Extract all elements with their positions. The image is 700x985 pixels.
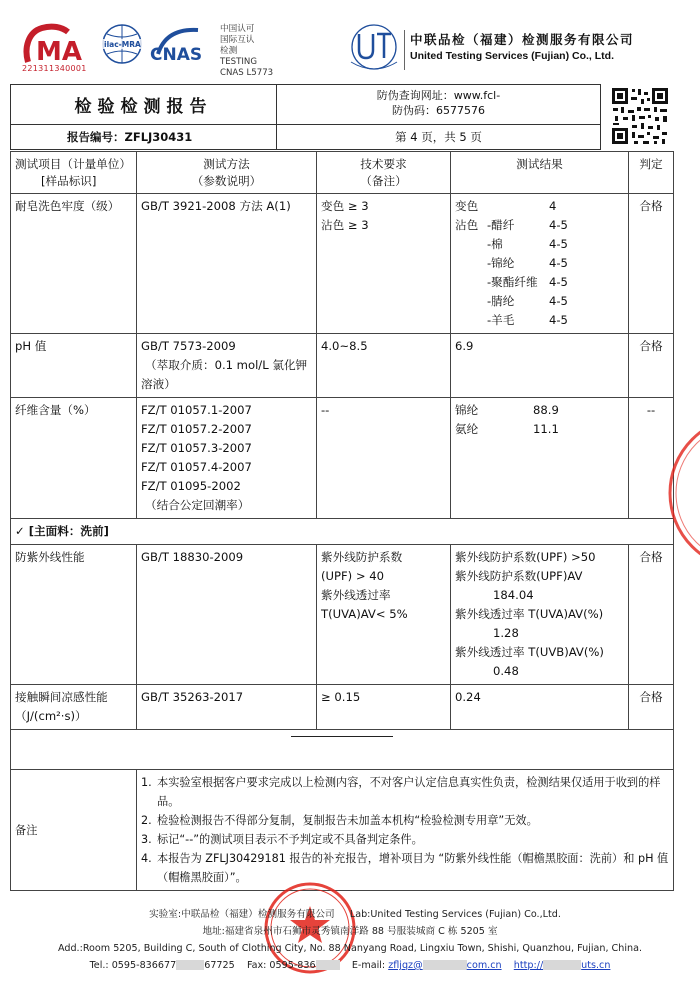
cma-logo-icon bbox=[22, 22, 92, 70]
svg-text:CNAS: CNAS bbox=[150, 45, 203, 65]
stain-value: 4-5 bbox=[549, 275, 568, 289]
verdict-cell: 合格 bbox=[629, 194, 674, 334]
redaction-mask bbox=[316, 960, 340, 970]
note-text: 本报告为 ZFLJ30429181 报告的补充报告，增补项目为 “防紫外线性能（帽檐黑胶面：洗前）和 pH 值（帽檐黑胶面）”。 bbox=[157, 852, 669, 884]
footer-tel-tail: 67725 bbox=[204, 960, 235, 971]
footer-address-en: Add.:Room 5205, Building C, South of Clothing City, No. 88 Nanyang Road, Lingxiu Town, Shishi, Quanzhou, Fujian, China. bbox=[57, 943, 643, 954]
svg-text:MA: MA bbox=[36, 37, 82, 67]
note-text: 标记“--”的测试项目表示不予判定或不具备判定条件。 bbox=[157, 833, 423, 846]
report-title-text: 检验检测报告 bbox=[74, 97, 213, 117]
note-item: 1. 本实验室根据客户要求完成以上检测内容，不对客户认定信息真实性负责，检测结果仅适用于收到的样品。 bbox=[141, 773, 669, 811]
side-seal-stamp-icon bbox=[668, 408, 700, 578]
page-indicator: 第 4 页，共 5 页 bbox=[395, 130, 482, 144]
requirement-line: 变色 ≥ 3 bbox=[321, 199, 369, 213]
requirement-cell bbox=[317, 194, 451, 334]
table-header-row bbox=[11, 152, 674, 194]
table-row bbox=[11, 194, 674, 334]
anti-counterfeit-info bbox=[277, 85, 600, 125]
requirement-cell: 4.0~8.5 bbox=[317, 334, 451, 398]
method-line: FZ/T 01057.3-2007 bbox=[141, 441, 252, 455]
method-line: （萃取介质：0.1 mol/L 氯化钾 bbox=[145, 358, 308, 372]
item-line: （J/(cm²·s)） bbox=[15, 709, 87, 723]
item-line: 接触瞬间凉感性能 bbox=[15, 690, 108, 704]
notes-cell bbox=[137, 770, 674, 891]
method-line: FZ/T 01057.4-2007 bbox=[141, 460, 252, 474]
stain-value: 4-5 bbox=[549, 294, 568, 308]
requirement-line: 紫外线防护系数 bbox=[321, 550, 403, 564]
cnas-text-line: 检测 bbox=[220, 46, 238, 56]
method-line: FZ/T 01057.2-2007 bbox=[141, 422, 252, 436]
requirement-line: 沾色 ≥ 3 bbox=[321, 218, 369, 232]
uts-logo-icon bbox=[345, 22, 403, 76]
header-verdict: 判定 bbox=[629, 152, 674, 194]
notes-label: 备注 bbox=[11, 770, 137, 891]
stain-value: 4-5 bbox=[549, 237, 568, 251]
result-cell bbox=[451, 194, 629, 334]
result-cell: 6.9 bbox=[451, 334, 629, 398]
section-row bbox=[11, 519, 674, 545]
stain-fiber: -聚酯纤维 bbox=[487, 275, 538, 289]
result-line: 紫外线透过率 T(UVA)AV(%) bbox=[455, 607, 604, 621]
result-label: 变色 bbox=[455, 199, 479, 213]
header-requirement bbox=[317, 152, 451, 194]
footer-website-tail[interactable]: uts.cn bbox=[581, 960, 611, 971]
report-number: 报告编号：ZFLJ30431 bbox=[11, 125, 277, 149]
footer-website-link[interactable]: http:// bbox=[513, 960, 544, 971]
stain-fiber: -羊毛 bbox=[487, 313, 515, 327]
result-cell: 0.24 bbox=[451, 685, 629, 730]
report-title-block bbox=[10, 84, 601, 150]
report-title bbox=[11, 85, 277, 125]
verdict-cell: 合格 bbox=[629, 545, 674, 685]
item-cell: 纤维含量（%） bbox=[11, 398, 137, 519]
end-marker-row bbox=[11, 730, 674, 770]
table-row bbox=[11, 334, 674, 398]
result-value: 0.48 bbox=[493, 664, 519, 678]
fiber-name: 锦纶 bbox=[455, 403, 479, 417]
cma-code: 221311340001 bbox=[22, 64, 87, 73]
stain-fiber: -腈纶 bbox=[487, 294, 515, 308]
result-line bbox=[455, 273, 624, 292]
notes-row bbox=[11, 770, 674, 891]
header-requirement-line: 技术要求 bbox=[360, 157, 407, 171]
header-method-line: （参数说明） bbox=[191, 174, 262, 188]
qr-code-icon[interactable] bbox=[610, 86, 670, 146]
result-line bbox=[455, 420, 624, 439]
footer-lab-line bbox=[0, 906, 700, 923]
requirement-cell: ≥ 0.15 bbox=[317, 685, 451, 730]
item-cell: 防紫外线性能 bbox=[11, 545, 137, 685]
fiber-value: 11.1 bbox=[533, 422, 559, 436]
lab-name-cn: 实验室:中联品检（福建）检测服务有限公司 bbox=[149, 909, 335, 920]
result-label: 沾色 bbox=[455, 218, 479, 232]
stain-fiber: -醋纤 bbox=[487, 218, 515, 232]
result-line bbox=[455, 254, 624, 273]
report-footer bbox=[0, 906, 700, 974]
result-line bbox=[455, 216, 624, 235]
test-results-table bbox=[10, 151, 674, 891]
item-cell bbox=[11, 685, 137, 730]
stain-fiber: -锦纶 bbox=[487, 256, 515, 270]
footer-contact-line bbox=[0, 957, 700, 974]
result-line bbox=[455, 197, 624, 216]
stain-value: 4-5 bbox=[549, 218, 568, 232]
logo-divider bbox=[404, 30, 405, 70]
note-text: 本实验室根据客户要求完成以上检测内容，不对客户认定信息真实性负责，检测结果仅适用于收到的样品。 bbox=[157, 776, 661, 808]
verify-code: 防伪码：6577576 bbox=[392, 104, 485, 117]
stain-value: 4-5 bbox=[549, 256, 568, 270]
footer-fax: Fax: 0595-836 bbox=[246, 960, 316, 971]
footer-email-label: E-mail: bbox=[351, 960, 389, 971]
method-cell: GB/T 35263-2017 bbox=[137, 685, 317, 730]
result-line bbox=[455, 401, 624, 420]
company-name-en: United Testing Services (Fujian) Co., Ltd. bbox=[410, 50, 614, 62]
report-header bbox=[0, 0, 700, 84]
method-cell bbox=[137, 334, 317, 398]
table-row bbox=[11, 685, 674, 730]
fiber-value: 88.9 bbox=[533, 403, 559, 417]
header-item bbox=[11, 152, 137, 194]
verdict-cell: -- bbox=[629, 398, 674, 519]
header-item-line: [样品标识] bbox=[41, 174, 97, 188]
verdict-cell: 合格 bbox=[629, 334, 674, 398]
header-method-line: 测试方法 bbox=[203, 157, 250, 171]
requirement-cell: -- bbox=[317, 398, 451, 519]
cnas-text-line: 国际互认 bbox=[220, 35, 255, 45]
method-line: 溶液） bbox=[141, 377, 176, 391]
cnas-logo-icon bbox=[148, 22, 214, 72]
ilac-mra-logo-icon bbox=[94, 22, 150, 66]
result-value: 1.28 bbox=[493, 626, 519, 640]
method-line: FZ/T 01095-2002 bbox=[141, 479, 241, 493]
result-value: 184.04 bbox=[493, 588, 534, 602]
result-line: 紫外线防护系数(UPF)AV bbox=[455, 569, 583, 583]
redaction-mask bbox=[543, 960, 581, 970]
footer-address-cn: 地址:福建省泉州市石狮市灵秀镇南洋路 88 号服装城商 C 栋 5205 室 bbox=[202, 926, 498, 937]
cnas-text-line: CNAS L5773 bbox=[220, 68, 274, 78]
stain-value: 4-5 bbox=[549, 313, 568, 327]
stain-fiber: -棉 bbox=[487, 237, 503, 251]
company-name-cn: 中联品检（福建）检测服务有限公司 bbox=[410, 32, 635, 47]
footer-tel: Tel.: 0595-836677 bbox=[89, 960, 177, 971]
footer-email-link[interactable]: zfljqz@ bbox=[388, 960, 423, 971]
note-item: 2. 检验检测报告不得部分复制，复制报告未加盖本机构“检验检测专用章”无效。 bbox=[141, 811, 669, 830]
footer-email-tail[interactable]: com.cn bbox=[466, 960, 502, 971]
result-cell bbox=[451, 398, 629, 519]
header-result: 测试结果 bbox=[451, 152, 629, 194]
method-cell: GB/T 3921-2008 方法 A(1) bbox=[137, 194, 317, 334]
result-line bbox=[455, 292, 624, 311]
method-cell bbox=[137, 398, 317, 519]
note-item: 4. 本报告为 ZFLJ30429181 报告的补充报告，增补项目为 “防紫外线性能（帽檐黑胶面：洗前）和 pH 值（帽檐黑胶面）”。 bbox=[141, 849, 669, 887]
requirement-line: 紫外线透过率 bbox=[321, 588, 391, 602]
requirement-line: T(UVA)AV< 5% bbox=[321, 607, 408, 621]
result-line bbox=[455, 311, 624, 330]
header-item-line: 测试项目（计量单位） bbox=[15, 157, 131, 171]
table-row bbox=[11, 398, 674, 519]
end-marker-cell bbox=[11, 730, 674, 770]
result-line: 紫外线防护系数(UPF) >50 bbox=[455, 550, 596, 564]
result-line: 紫外线透过率 T(UVB)AV(%) bbox=[455, 645, 604, 659]
note-item: 3. 标记“--”的测试项目表示不予判定或不具备判定条件。 bbox=[141, 830, 669, 849]
requirement-cell bbox=[317, 545, 451, 685]
section-label: ✓ [主面料：洗前] bbox=[11, 519, 674, 545]
item-cell: pH 值 bbox=[11, 334, 137, 398]
result-line bbox=[455, 235, 624, 254]
result-value: 4 bbox=[549, 199, 557, 213]
svg-text:ilac-MRA: ilac-MRA bbox=[104, 40, 141, 49]
verify-url[interactable]: 防伪查询网址：www.fcl- bbox=[376, 89, 501, 102]
end-of-results-line bbox=[291, 736, 393, 737]
item-cell: 耐皂洗色牢度（级） bbox=[11, 194, 137, 334]
lab-name-en: Lab:United Testing Services (Fujian) Co.,Ltd. bbox=[349, 909, 561, 920]
cnas-text-line: 中国认可 bbox=[220, 24, 255, 34]
redaction-mask bbox=[176, 960, 204, 970]
cnas-text-line: TESTING bbox=[220, 57, 258, 67]
table-row bbox=[11, 545, 674, 685]
header-requirement-line: （备注） bbox=[360, 174, 407, 188]
note-text: 检验检测报告不得部分复制，复制报告未加盖本机构“检验检测专用章”无效。 bbox=[157, 814, 538, 827]
result-cell bbox=[451, 545, 629, 685]
method-line: （结合公定回潮率） bbox=[145, 498, 250, 512]
cnas-accreditation-text bbox=[220, 24, 273, 79]
redaction-mask bbox=[423, 960, 467, 970]
method-line: GB/T 7573-2009 bbox=[141, 339, 236, 353]
requirement-line: (UPF) > 40 bbox=[321, 569, 385, 583]
method-cell: GB/T 18830-2009 bbox=[137, 545, 317, 685]
verdict-cell: 合格 bbox=[629, 685, 674, 730]
fiber-name: 氨纶 bbox=[455, 422, 479, 436]
method-line: FZ/T 01057.1-2007 bbox=[141, 403, 252, 417]
header-method bbox=[137, 152, 317, 194]
